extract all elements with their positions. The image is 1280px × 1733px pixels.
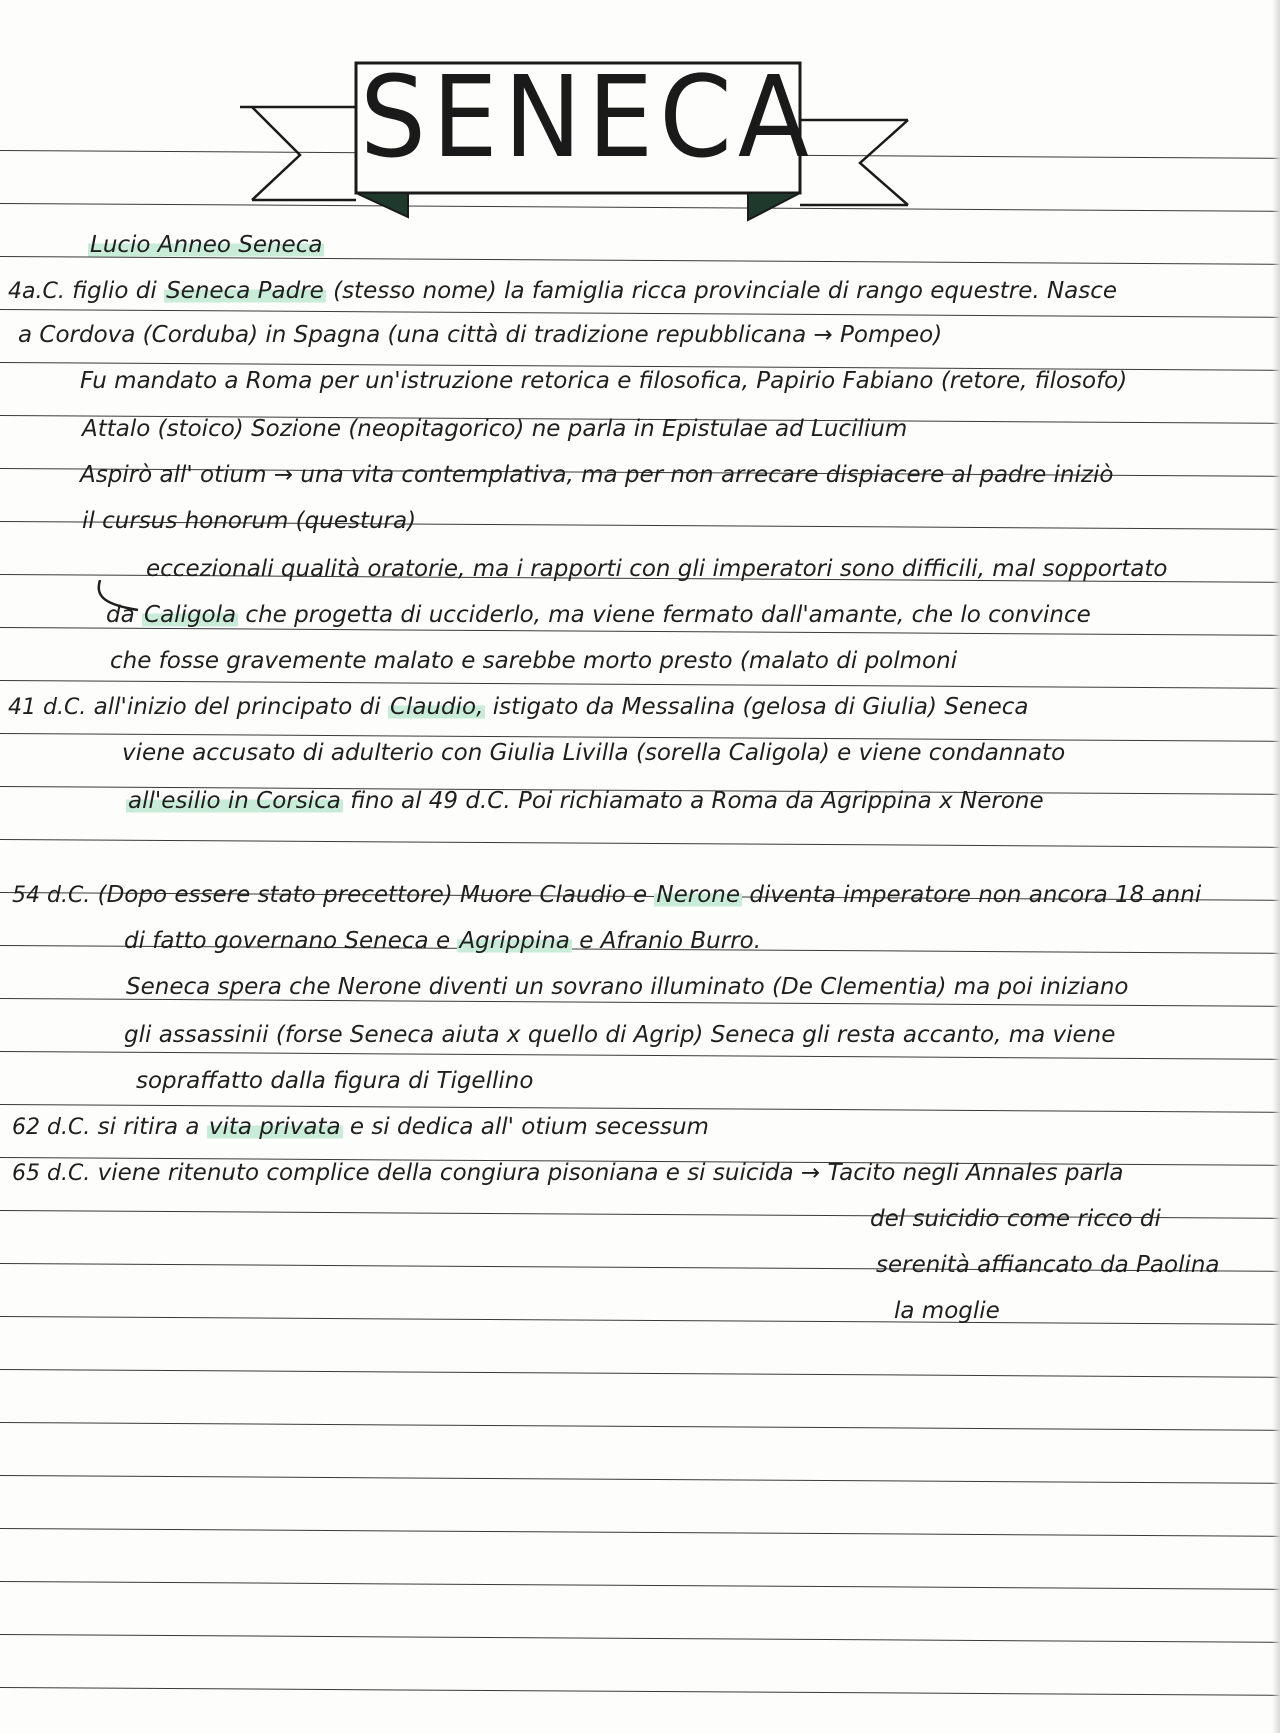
full-name [88, 230, 324, 260]
ruled-line [0, 680, 1280, 689]
ruled-line [0, 1369, 1280, 1378]
birth-line-5: Aspirò all' otium → una vita contemplativa, ma per non arrecare dispiacere al padre iniziò [80, 462, 1114, 488]
ruled-line [0, 1528, 1280, 1537]
nero-line-3-text-a: Seneca spera che Nerone diventi un sovrano illuminato ( [126, 974, 782, 1000]
exile-line-1-text-a: all'inizio del principato di [93, 694, 381, 720]
birth-line-8 [106, 600, 1091, 630]
ruled-line [0, 1581, 1280, 1590]
retire-date: 62 d.C. [12, 1115, 91, 1140]
retire-line-1-text-a: si ritira a [97, 1114, 200, 1140]
birth-line-8-highlight: Caligola [144, 602, 237, 628]
death-line-1-text-a: viene ritenuto complice della congiura pisoniana e si suicida → Tacito negli [97, 1160, 959, 1186]
page-title: SENECA [360, 51, 815, 183]
death-date: 65 d.C. [12, 1161, 91, 1186]
birth-line-8-text-a: da [106, 602, 135, 628]
exile-line-2: viene accusato di adulterio con Giulia Livilla (sorella Caligola) e viene condannato [122, 740, 1066, 766]
birth-line-1-text-a: figlio di [72, 278, 157, 304]
exile-line-1 [8, 692, 1029, 723]
death-line-1-text-b: parla [1064, 1160, 1124, 1186]
nero-line-5: sopraffatto dalla figura di Tigellino [136, 1068, 534, 1094]
exile-date: 41 d.C. [8, 695, 87, 720]
birth-line-4 [82, 414, 907, 444]
nero-line-1-text-a: (Dopo essere stato precettore) Muore Claudio e [97, 882, 648, 908]
page-edge-shadow [1272, 0, 1280, 1733]
birth-line-1-highlight: Seneca Padre [166, 278, 324, 304]
retire-line-1-text-b: e si dedica all' otium secessum [349, 1114, 709, 1140]
death-line-4: la moglie [894, 1298, 1000, 1324]
ruled-line [0, 309, 1280, 318]
death-line-1-work: Annales [966, 1160, 1058, 1186]
birth-line-2: a Cordova (Corduba) in Spagna (una città di tradizione repubblicana → Pompeo) [18, 322, 943, 348]
nero-line-3-work: De Clementia [781, 974, 938, 1000]
retire-line-1-highlight: vita privata [208, 1114, 341, 1140]
nero-line-4: gli assassinii (forse Seneca aiuta x quello di Agrip) Seneca gli resta accanto, ma viene [124, 1022, 1116, 1048]
exile-line-1-text-b: istigato da Messalina (gelosa di Giulia) Seneca [492, 694, 1029, 720]
full-name-text: Lucio Anneo Seneca [90, 232, 323, 258]
death-line-3: serenità affiancato da Paolina [876, 1252, 1220, 1278]
nero-line-1-highlight: Nerone [656, 882, 741, 908]
nero-line-2 [124, 926, 761, 956]
death-line-1 [12, 1158, 1124, 1189]
exile-line-3-text: fino al 49 d.C. Poi richiamato a Roma da Agrippina x Nerone [350, 788, 1044, 814]
nero-line-2-text-a: di fatto governano Seneca e [124, 928, 451, 954]
retire-line-1 [12, 1112, 709, 1143]
ruled-line [0, 1475, 1280, 1484]
ruled-line [0, 1422, 1280, 1431]
birth-line-1 [8, 276, 1117, 307]
ruled-line [0, 1687, 1280, 1696]
nero-line-3 [126, 972, 1128, 1002]
nero-line-3-text-b: ) ma poi iniziano [937, 974, 1129, 1000]
birth-line-1-text-b: (stesso nome) la famiglia ricca provinciale di rango equestre. Nasce [333, 278, 1118, 304]
exile-line-3-highlight: all'esilio in Corsica [128, 788, 341, 814]
ruled-line [0, 1634, 1280, 1643]
ruled-line [0, 1316, 1280, 1325]
nero-date: 54 d.C. [12, 883, 91, 908]
birth-line-7: eccezionali qualità oratorie, ma i rapporti con gli imperatori sono difficili, mal sopportato [146, 556, 1168, 582]
birth-line-8-text-b: che progetta di ucciderlo, ma viene fermato dall'amante, che lo convince [245, 602, 1091, 628]
birth-line-6: il cursus honorum (questura) [82, 508, 417, 534]
birth-line-4-text: Attalo (stoico) Sozione (neopitagorico) ne parla in [82, 416, 655, 442]
birth-date: 4a.C. [8, 279, 65, 304]
ruled-line [0, 839, 1280, 848]
death-line-2: del suicidio come ricco di [870, 1206, 1161, 1232]
birth-line-3: Fu mandato a Roma per un'istruzione retorica e filosofica, Papirio Fabiano (retore, filosofo) [80, 368, 1128, 394]
nero-line-2-highlight: Agrippina [459, 928, 570, 954]
exile-line-3 [126, 786, 1044, 816]
nero-line-2-text-b: e Afranio Burro. [579, 928, 762, 954]
birth-line-4-work: Epistulae ad Lucilium [661, 416, 908, 442]
birth-line-9: che fosse gravemente malato e sarebbe morto presto (malato di polmoni [110, 648, 958, 674]
nero-line-1 [12, 880, 1201, 911]
nero-line-1-text-b: diventa imperatore non ancora 18 anni [749, 882, 1202, 908]
exile-line-1-highlight: Claudio, [389, 694, 484, 720]
ruled-line [0, 1051, 1280, 1060]
